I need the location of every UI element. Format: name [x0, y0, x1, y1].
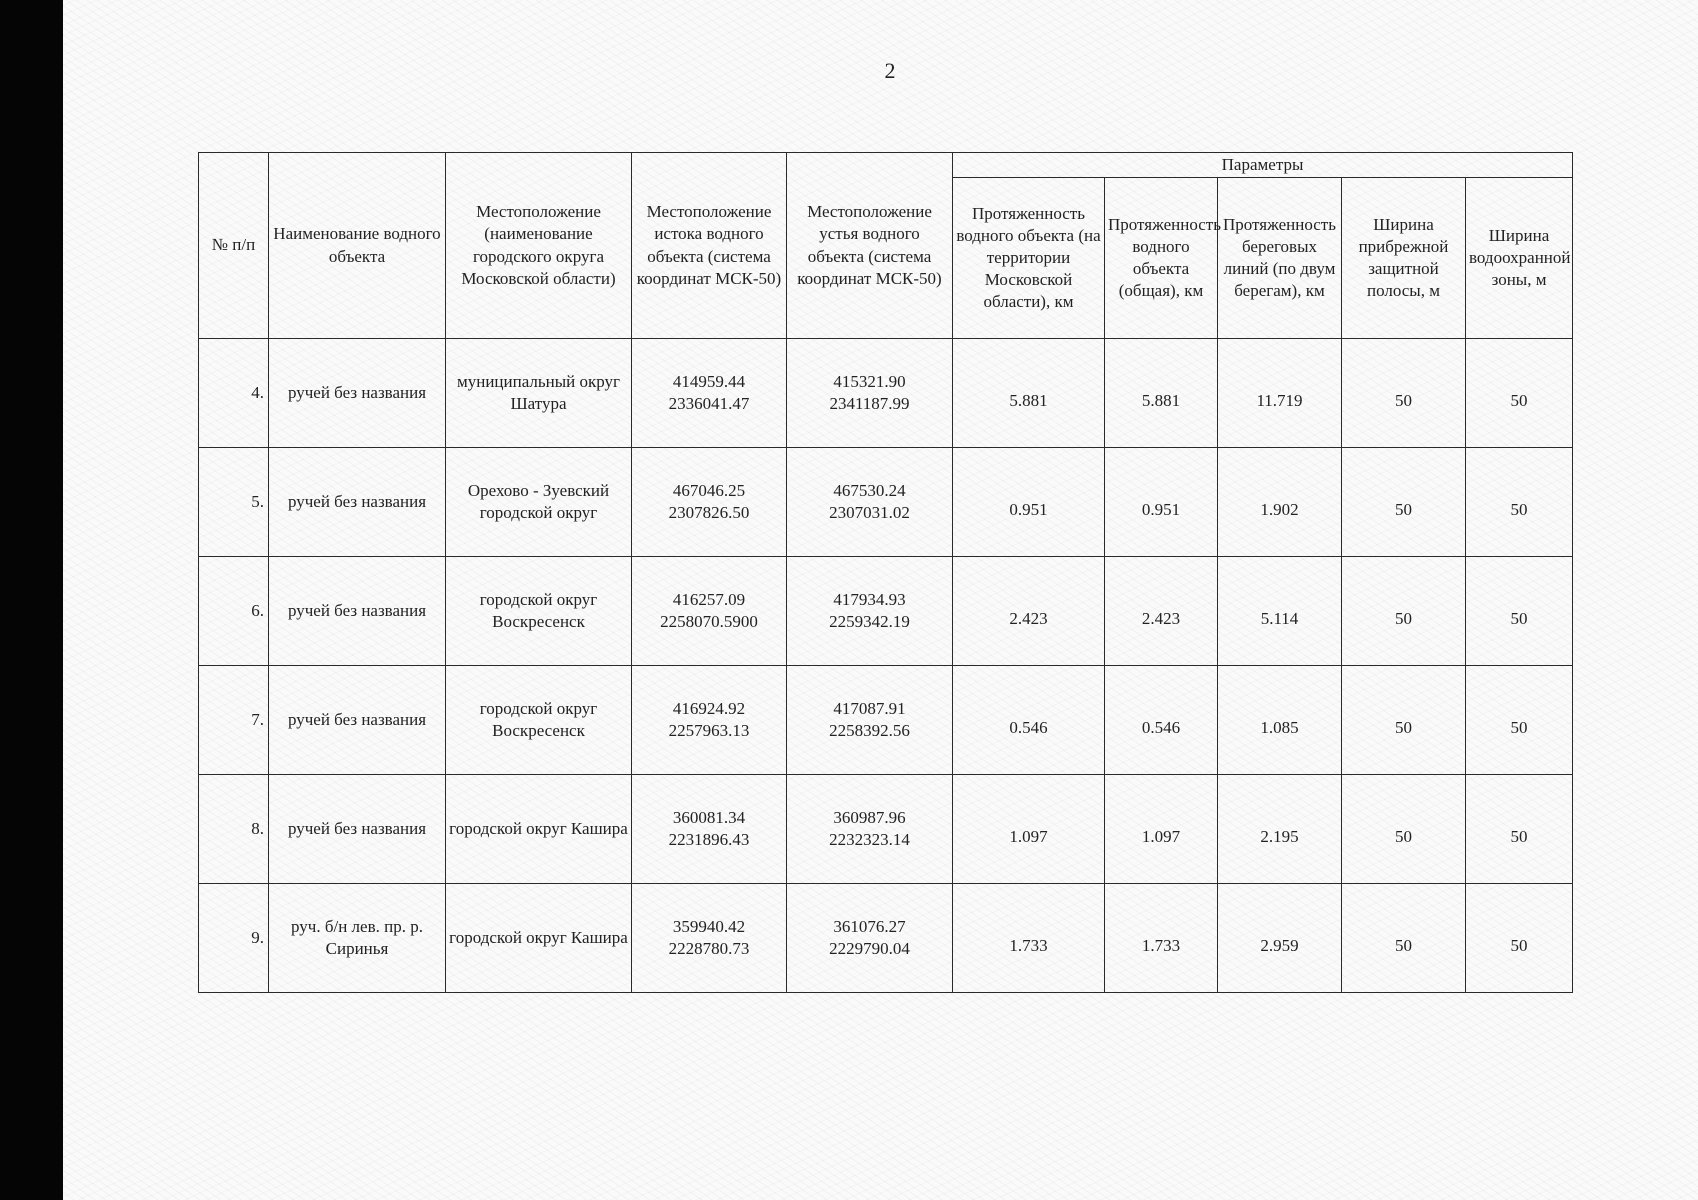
cell-mouth	[787, 339, 953, 448]
source-y: 2257963.13	[668, 721, 750, 740]
header-num: № п/п	[199, 153, 269, 339]
cell-coastal-strip	[1342, 339, 1466, 448]
cell-location: муниципальный округ Шатура	[446, 339, 632, 448]
mouth-x: 417087.91	[833, 698, 906, 718]
protection-zone-value: 50	[1510, 935, 1528, 955]
cell-num: 5.	[199, 448, 269, 557]
cell-length-total	[1105, 339, 1218, 448]
table-row	[199, 666, 1573, 775]
cell-location: Орехово - Зуевский городской округ	[446, 448, 632, 557]
cell-name: ручей без названия	[269, 339, 446, 448]
cell-length-total	[1105, 775, 1218, 884]
header-coastal-strip: Ширина прибрежной защитной полосы, м	[1342, 178, 1466, 339]
table-row	[199, 557, 1573, 666]
cell-name: ручей без названия	[269, 666, 446, 775]
shoreline-value: 2.959	[1260, 935, 1299, 955]
source-x: 416924.92	[672, 698, 746, 718]
source-y: 2336041.47	[668, 394, 750, 413]
length-total-value: 1.097	[1141, 826, 1181, 846]
source-y: 2307826.50	[668, 503, 750, 522]
mouth-y: 2258392.56	[829, 721, 910, 740]
mouth-x: 467530.24	[833, 480, 906, 500]
source-x: 467046.25	[672, 480, 746, 500]
length-total-value: 1.733	[1141, 935, 1181, 955]
cell-length-total	[1105, 557, 1218, 666]
cell-shoreline	[1218, 557, 1342, 666]
header-length-region: Протяженность водного объекта (на территории Московской области), км	[953, 178, 1105, 339]
header-parameters: Параметры	[953, 153, 1573, 178]
length-region-value: 1.733	[1009, 935, 1048, 955]
cell-length-total	[1105, 448, 1218, 557]
header-source: Местоположение истока водного объекта (система координат МСК-50)	[632, 153, 787, 339]
cell-source	[632, 448, 787, 557]
cell-name: руч. б/н лев. пр. р. Сиринья	[269, 884, 446, 993]
cell-source	[632, 557, 787, 666]
cell-length-region	[953, 775, 1105, 884]
cell-name: ручей без названия	[269, 775, 446, 884]
cell-mouth	[787, 448, 953, 557]
shoreline-value: 2.195	[1260, 826, 1299, 846]
cell-coastal-strip	[1342, 448, 1466, 557]
header-protection-zone: Ширина водоохранной зоны, м	[1466, 178, 1573, 339]
cell-source	[632, 666, 787, 775]
cell-name: ручей без названия	[269, 448, 446, 557]
header-mouth: Местоположение устья водного объекта (система координат МСК-50)	[787, 153, 953, 339]
cell-mouth	[787, 666, 953, 775]
coastal-strip-value: 50	[1395, 826, 1412, 846]
header-name: Наименование водного объекта	[269, 153, 446, 339]
cell-coastal-strip	[1342, 775, 1466, 884]
cell-length-region	[953, 448, 1105, 557]
cell-length-region	[953, 884, 1105, 993]
cell-length-total	[1105, 666, 1218, 775]
table-row	[199, 339, 1573, 448]
scan-border	[0, 0, 63, 1200]
shoreline-value: 5.114	[1260, 608, 1299, 628]
length-total-value: 0.951	[1141, 499, 1181, 519]
cell-length-region	[953, 666, 1105, 775]
protection-zone-value: 50	[1510, 717, 1528, 737]
cell-location: городской округ Кашира	[446, 884, 632, 993]
shoreline-value: 11.719	[1256, 390, 1303, 410]
cell-protection-zone	[1466, 557, 1573, 666]
coastal-strip-value: 50	[1395, 608, 1412, 628]
protection-zone-value: 50	[1510, 826, 1528, 846]
source-x: 416257.09	[672, 589, 746, 609]
cell-shoreline	[1218, 666, 1342, 775]
table-row	[199, 775, 1573, 884]
cell-num: 9.	[199, 884, 269, 993]
cell-source	[632, 775, 787, 884]
cell-num: 8.	[199, 775, 269, 884]
length-region-value: 2.423	[1009, 608, 1048, 628]
cell-num: 7.	[199, 666, 269, 775]
page-number: 2	[884, 58, 896, 83]
cell-coastal-strip	[1342, 666, 1466, 775]
cell-mouth	[787, 557, 953, 666]
source-y: 2258070.5900	[660, 612, 758, 631]
cell-shoreline	[1218, 884, 1342, 993]
source-y: 2231896.43	[668, 830, 750, 849]
table-row	[199, 448, 1573, 557]
cell-protection-zone	[1466, 339, 1573, 448]
protection-zone-value: 50	[1510, 499, 1528, 519]
cell-length-region	[953, 339, 1105, 448]
header-length-total: Протяженность водного объекта (общая), км	[1105, 178, 1218, 339]
table-row	[199, 884, 1573, 993]
mouth-y: 2232323.14	[829, 830, 910, 849]
cell-protection-zone	[1466, 884, 1573, 993]
source-y: 2228780.73	[668, 939, 750, 958]
length-total-value: 5.881	[1141, 390, 1181, 410]
length-region-value: 1.097	[1009, 826, 1048, 846]
length-region-value: 0.546	[1009, 717, 1048, 737]
coastal-strip-value: 50	[1395, 935, 1412, 955]
cell-num: 6.	[199, 557, 269, 666]
cell-length-total	[1105, 884, 1218, 993]
header-shoreline: Протяженность береговых линий (по двум берегам), км	[1218, 178, 1342, 339]
cell-coastal-strip	[1342, 884, 1466, 993]
mouth-y: 2307031.02	[829, 503, 910, 522]
header-location: Местоположение (наименование городского округа Московской области)	[446, 153, 632, 339]
mouth-y: 2259342.19	[829, 612, 910, 631]
cell-protection-zone	[1466, 775, 1573, 884]
cell-num: 4.	[199, 339, 269, 448]
length-total-value: 0.546	[1141, 717, 1181, 737]
mouth-y: 2229790.04	[829, 939, 910, 958]
length-total-value: 2.423	[1141, 608, 1181, 628]
mouth-x: 361076.27	[833, 916, 906, 936]
cell-source	[632, 339, 787, 448]
source-x: 360081.34	[672, 807, 746, 827]
mouth-x: 360987.96	[833, 807, 906, 827]
mouth-y: 2341187.99	[829, 394, 910, 413]
water-objects-table	[198, 152, 1573, 993]
mouth-x: 417934.93	[833, 589, 906, 609]
cell-name: ручей без названия	[269, 557, 446, 666]
cell-shoreline	[1218, 448, 1342, 557]
source-x: 359940.42	[672, 916, 746, 936]
shoreline-value: 1.085	[1260, 717, 1299, 737]
cell-shoreline	[1218, 339, 1342, 448]
coastal-strip-value: 50	[1395, 499, 1412, 519]
cell-location: городской округ Кашира	[446, 775, 632, 884]
cell-mouth	[787, 884, 953, 993]
length-region-value: 5.881	[1009, 390, 1048, 410]
mouth-x: 415321.90	[833, 371, 906, 391]
cell-location: городской округ Воскресенск	[446, 557, 632, 666]
length-region-value: 0.951	[1009, 499, 1048, 519]
cell-protection-zone	[1466, 666, 1573, 775]
cell-source	[632, 884, 787, 993]
cell-coastal-strip	[1342, 557, 1466, 666]
cell-location: городской округ Воскресенск	[446, 666, 632, 775]
cell-mouth	[787, 775, 953, 884]
protection-zone-value: 50	[1510, 390, 1528, 410]
cell-length-region	[953, 557, 1105, 666]
protection-zone-value: 50	[1510, 608, 1528, 628]
cell-protection-zone	[1466, 448, 1573, 557]
coastal-strip-value: 50	[1395, 390, 1412, 410]
source-x: 414959.44	[672, 371, 746, 391]
shoreline-value: 1.902	[1260, 499, 1299, 519]
coastal-strip-value: 50	[1395, 717, 1412, 737]
cell-shoreline	[1218, 775, 1342, 884]
